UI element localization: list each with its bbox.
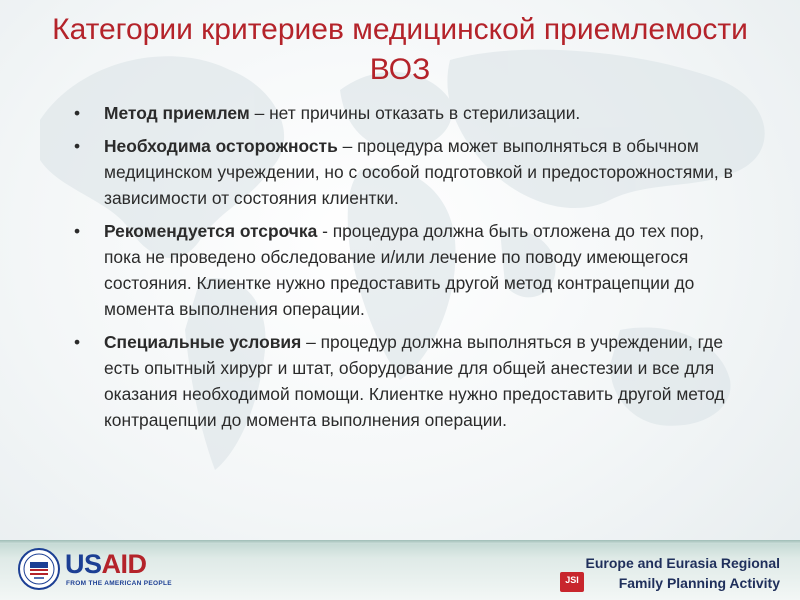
jsi-logo-icon: JSI — [560, 572, 584, 592]
criterion-term: Метод приемлем — [104, 103, 250, 123]
list-item — [70, 100, 735, 126]
bullet-icon: • — [74, 332, 81, 352]
usaid-wordmark — [65, 549, 147, 579]
criterion-text: – нет причины отказать в стерилизации. — [249, 103, 581, 123]
partner-line1: Europe and Eurasia Regional — [585, 555, 780, 571]
criterion-text: – процедур должна выполняться в учреждении, где есть опытный хирург и штат, оборудование для общей анестезии и все для оказания необходимой помощи. Клиентке нужно предоставить другой метод контрацепции до момента выполнения операции. — [104, 332, 725, 430]
list-item — [70, 329, 735, 433]
bullet-icon: • — [74, 221, 81, 241]
usaid-tagline: FROM THE AMERICAN PEOPLE — [66, 580, 172, 587]
list-item — [70, 218, 735, 322]
criteria-list — [70, 100, 735, 440]
criterion-term: Рекомендуется отсрочка — [104, 221, 318, 241]
partner-logo — [540, 555, 780, 599]
criterion-text: – процедура может выполняться в обычном медицинском учреждении, но с особой подготовкой и предосторожностями, в зависимости от состояния клиентки. — [104, 136, 733, 208]
usaid-us-text: US — [65, 549, 102, 579]
usaid-seal-icon — [18, 548, 60, 590]
criterion-term: Специальные условия — [104, 332, 302, 352]
slide-title: Категории критериев медицинской приемлемости ВОЗ — [52, 13, 748, 86]
criterion-text: - процедура должна быть отложена до тех пор, пока не проведено обследование и/или лечение по поводу имеющегося состояния. Клиентке нужно предоставить другой метод контрацепции до момента выполнения операции. — [104, 221, 704, 319]
bullet-icon: • — [74, 136, 81, 156]
footer-bar — [0, 540, 800, 600]
criterion-term: Необходима осторожность — [104, 136, 338, 156]
usaid-logo — [18, 548, 178, 594]
bullet-icon: • — [74, 103, 81, 123]
list-item — [70, 133, 735, 211]
partner-line2: Family Planning Activity — [618, 575, 780, 591]
usaid-aid-text: AID — [101, 549, 147, 579]
